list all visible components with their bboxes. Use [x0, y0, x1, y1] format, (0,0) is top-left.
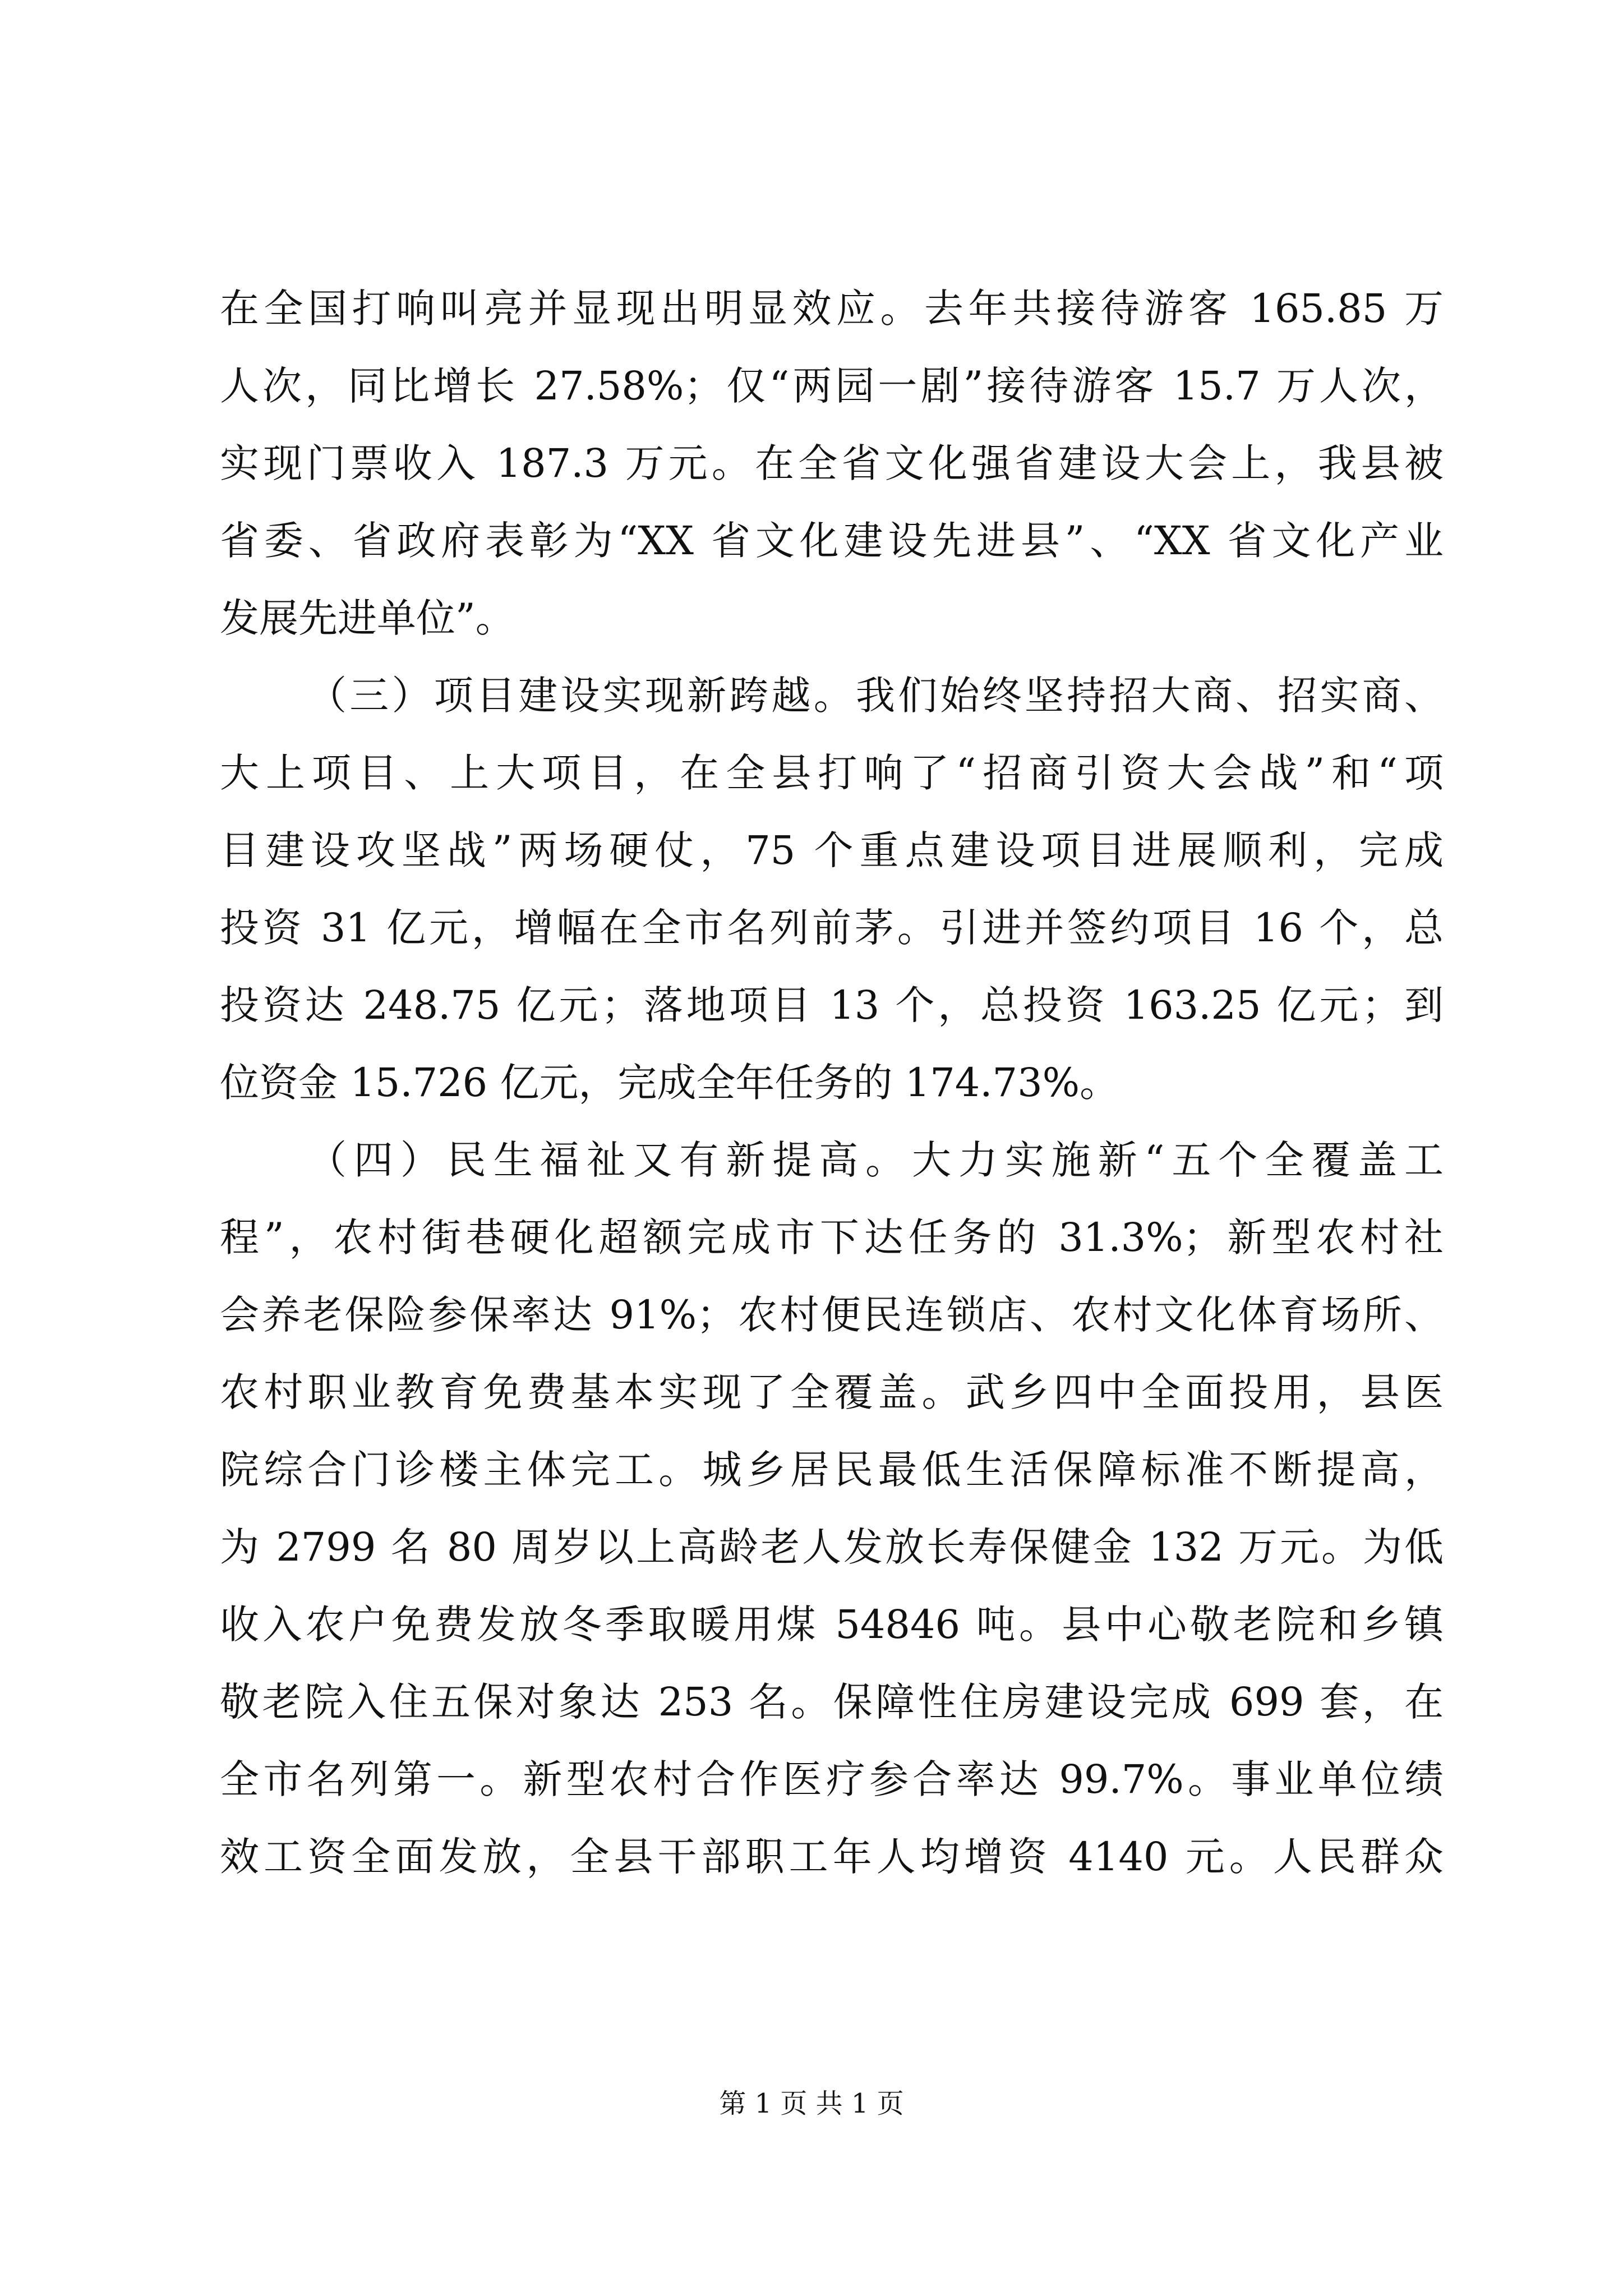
text-line: 目建设攻坚战”两场硬仗，75 个重点建设项目进展顺利，完成: [220, 827, 1444, 873]
text-line: 会养老保险参保率达 91%；农村便民连锁店、农村文化体育场所、: [220, 1292, 1444, 1338]
text-line: 效工资全面发放，全县干部职工年人均增资 4140 元。人民群众: [220, 1834, 1444, 1880]
text-line: 院综合门诊楼主体完工。城乡居民最低生活保障标准不断提高，: [220, 1447, 1444, 1493]
text-line: 大上项目、上大项目，在全县打响了“招商引资大会战”和“项: [220, 750, 1444, 796]
text-line: 省委、省政府表彰为“XX 省文化建设先进县”、“XX 省文化产业: [220, 518, 1444, 564]
text-line: 为 2799 名 80 周岁以上高龄老人发放长寿保健金 132 万元。为低: [220, 1524, 1444, 1570]
text-line: 程”，农村街巷硬化超额完成市下达任务的 31.3%；新型农村社: [220, 1214, 1444, 1260]
text-line: 投资 31 亿元，增幅在全市名列前茅。引进并签约项目 16 个，总: [220, 905, 1444, 951]
text-line: 全市名列第一。新型农村合作医疗参合率达 99.7%。事业单位绩: [220, 1756, 1444, 1802]
text-line: 人次，同比增长 27.58%；仅“两园一剧”接待游客 15.7 万人次，: [220, 363, 1444, 409]
text-line: 位资金 15.726 亿元，完成全年任务的 174.73%。: [220, 1060, 1119, 1106]
text-line: 农村职业教育免费基本实现了全覆盖。武乡四中全面投用，县医: [220, 1369, 1444, 1415]
text-line: 投资达 248.75 亿元；落地项目 13 个，总投资 163.25 亿元；到: [220, 982, 1444, 1028]
page-footer: 第 1 页 共 1 页: [719, 2088, 904, 2119]
text-line: 实现门票收入 187.3 万元。在全省文化强省建设大会上，我县被: [220, 440, 1444, 486]
text-line: 敬老院入住五保对象达 253 名。保障性住房建设完成 699 套，在: [220, 1679, 1444, 1725]
text-line: 发展先进单位”。: [220, 595, 515, 641]
text-line: （四）民生福祉又有新提高。大力实施新“五个全覆盖工: [307, 1137, 1444, 1183]
text-line: 收入农户免费发放冬季取暖用煤 54846 吨。县中心敬老院和乡镇: [220, 1602, 1444, 1648]
text-line: （三）项目建设实现新跨越。我们始终坚持招大商、招实商、: [307, 673, 1444, 719]
text-line: 在全国打响叫亮并显现出明显效应。去年共接待游客 165.85 万: [220, 286, 1444, 332]
